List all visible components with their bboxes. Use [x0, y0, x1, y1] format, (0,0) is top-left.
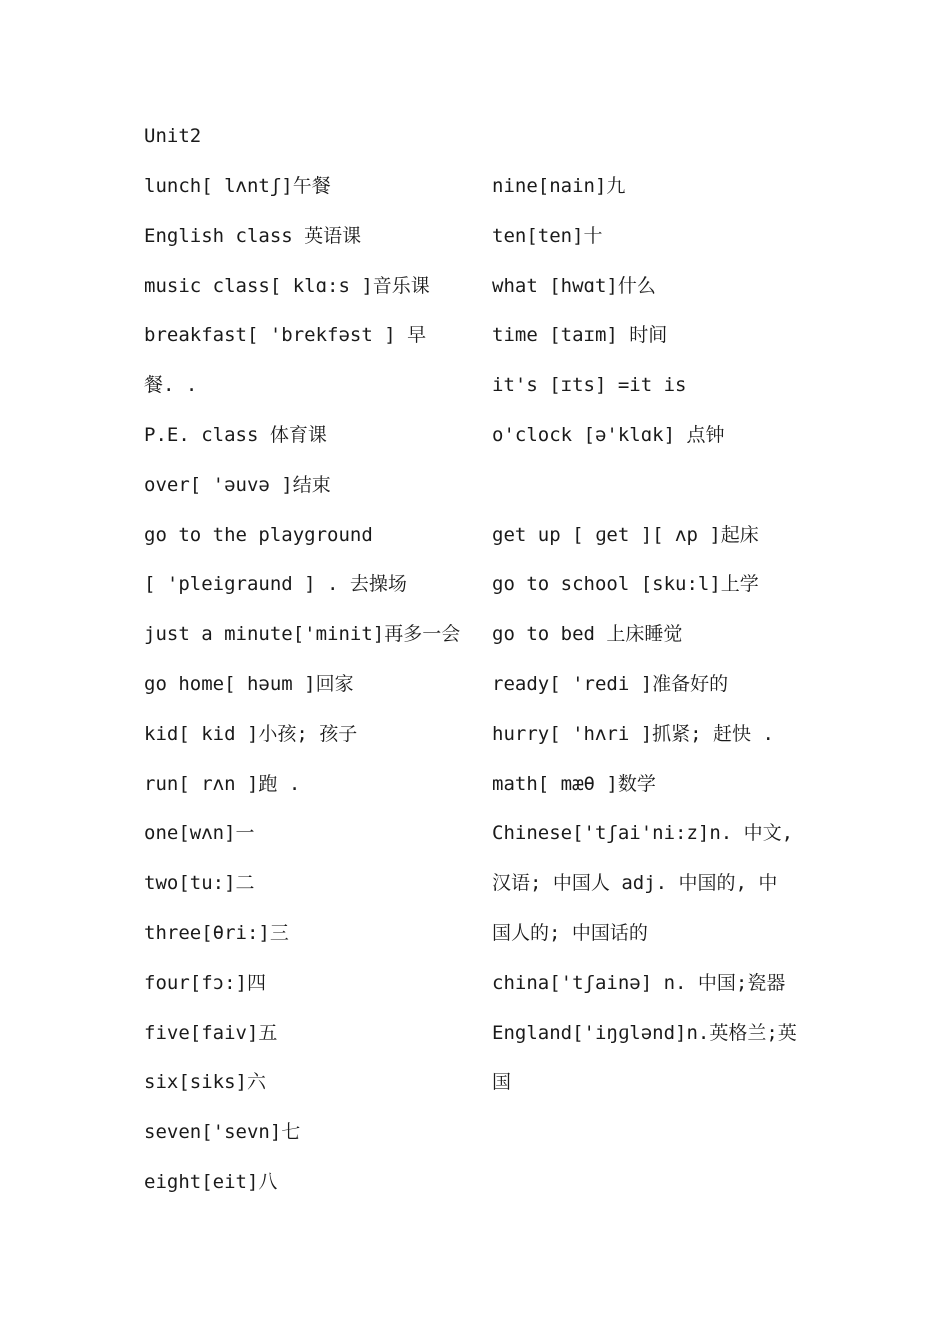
vocab-line: Chinese['tʃai'ni:z]n. 中文,: [492, 822, 794, 845]
vocab-line: three[θri:]三: [144, 921, 289, 944]
vocab-line: o'clock [ə'klɑk] 点钟: [492, 423, 725, 446]
vocab-line: go to school [sku:l]上学: [492, 573, 759, 596]
vocab-line: one[wʌn]一: [144, 822, 255, 845]
vocab-line: breakfast[ 'brekfəst ] 早: [144, 324, 427, 347]
vocab-line: nine[nain]九: [492, 175, 626, 197]
vocab-line: get up [ ɡet ][ ʌp ]起床: [492, 523, 759, 546]
vocab-line: time [taɪm] 时间: [492, 324, 668, 347]
vocab-line: [ 'pleigraund ] . 去操场: [144, 573, 407, 596]
vocab-line: P.E. class 体育课: [144, 423, 327, 446]
vocab-line: ten[ten]十: [492, 224, 603, 247]
vocabulary-column-right: [492, 174, 812, 1120]
vocab-line: music class[ klɑ:s ]音乐课: [144, 274, 430, 297]
vocab-line: go home[ həum ]回家: [144, 672, 354, 695]
vocab-line: run[ rʌn ]跑 .: [144, 772, 301, 795]
vocab-line: it's [ɪts] =it is: [492, 374, 687, 397]
vocab-line: 汉语; 中国人 adj. 中国的, 中: [492, 872, 778, 895]
vocabulary-column-left: [144, 174, 474, 1220]
unit-title: Unit2: [144, 125, 202, 147]
vocab-line: four[fɔ:]四: [144, 971, 266, 994]
vocab-line: English class 英语课: [144, 224, 362, 247]
vocab-line: 餐. .: [144, 374, 198, 397]
vocab-line: ready[ 'redi ]准备好的: [492, 672, 729, 695]
vocab-line: what [hwɑt]什么: [492, 274, 656, 297]
vocab-line: lunch[ lʌntʃ]午餐: [144, 175, 331, 197]
vocab-line: math[ mæθ ]数学: [492, 772, 656, 795]
vocab-line: 国人的; 中国话的: [492, 921, 648, 944]
vocab-line: china['tʃainə] n. 中国;瓷器: [492, 971, 786, 994]
vocab-line: over[ 'əuvə ]结束: [144, 473, 331, 496]
vocab-line: just a minute['minit]再多一会: [144, 623, 461, 646]
vocab-line: eight[eit]八: [144, 1170, 278, 1193]
vocab-line: seven['sevn]七: [144, 1121, 301, 1144]
vocab-line: 国: [492, 1071, 512, 1094]
vocab-line: England['iŋɡlənd]n.英格兰;英: [492, 1021, 797, 1044]
vocab-line: go to the playground: [144, 523, 373, 546]
vocab-line: kid[ kid ]小孩; 孩子: [144, 722, 358, 745]
vocab-line: six[siks]六: [144, 1071, 266, 1094]
vocab-line: go to bed 上床睡觉: [492, 623, 683, 646]
vocab-line: hurry[ 'hʌri ]抓紧; 赶快 .: [492, 722, 774, 745]
vocab-line: five[faiv]五: [144, 1021, 278, 1044]
blank-line: [492, 473, 812, 523]
vocab-line: two[tu:]二: [144, 872, 255, 895]
